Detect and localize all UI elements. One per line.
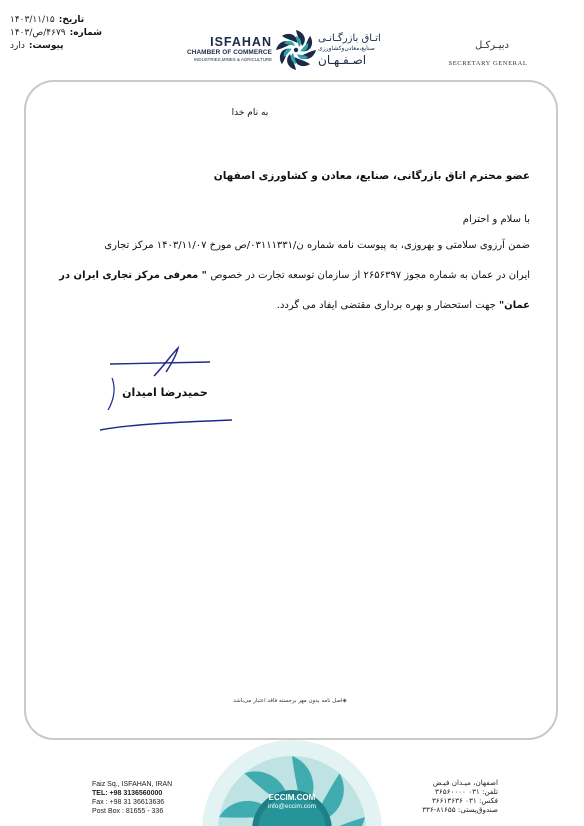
recipient-line: عضو محترم اتاق بازرگانی، صنایع، معادن و کشاورزی اصفهان [213,170,530,182]
body-line-3-subject: عمان" [498,300,530,311]
attachment-row [10,40,120,53]
body-line-3-text: جهت استحضار و بهره برداری مقتضی ایفاد می گردد. [276,300,499,311]
footer-web [250,793,334,811]
signer-name: حمیدرضا امیدان [122,386,208,399]
body-line-3 [60,300,530,311]
footer-fa-box: صندوق‌پستی: ۸۱۶۵۵-۳۳۶ [422,805,498,814]
validity-note: ◈اصل نامه بدون مهر برجسته فاقد اعتبار می‌باشد [233,698,347,704]
attachment-label: پیوست: [28,41,64,51]
number-label: شماره: [69,28,102,38]
footer-fa-address: اصفهان، میـدان فیـض [432,778,498,787]
attachment-value: دارد [10,41,25,51]
body-line-2 [60,270,530,281]
chamber-logo-icon [273,27,319,73]
date-label: تاریخ: [58,15,85,25]
greeting-line: با سلام و احترام [462,214,530,225]
logo-fa-city: اصـفـهـان [318,53,367,67]
logo-en-chamber: CHAMBER OF COMMERCE [187,49,272,56]
footer-website-link[interactable]: ECCIM.COM [268,793,316,802]
footer-en-box: Post Box : 81655 - 336 [92,808,164,815]
logo-en-sectors: INDUSTRIES,MINES & AGRICULTURE [194,57,272,62]
body-line-2-subject: " معرفی مرکز تجاری ایران در [59,270,211,281]
body-line-1: ضمن آرزوی سلامتی و بهروزی، به پیوست نامه شماره ن/۰۳۱۱۱۳۳۱/ص مورخ ۱۴۰۳/۱۱/۰۷ مرکز تجاری [104,240,530,251]
footer-fa-tel: تلفن: ۰۳۱ ۳۶۵۶۰۰۰۰ [435,787,498,796]
bismillah-heading: به نام خدا [231,108,269,118]
footer-email-link[interactable]: info@eccim.com [267,803,317,810]
logo-fa-sectors: صنایع،معادن‌وکشاورزی [318,45,375,52]
date-value: ۱۴۰۳/۱۱/۱۵ [10,15,55,25]
date-row [10,14,120,27]
secretary-general-en: SECRETARY GENERAL [448,60,528,67]
body-line-2-text: ایران در عمان به شماره مجوز ۲۶۵۶۳۹۷ از سازمان توسعه تجارت در خصوص [210,270,530,281]
footer-en-fax: Fax : +98 31 36613636 [92,799,165,806]
footer-contact-fa [380,778,498,814]
footer-en-tel: TEL: +98 3136560000 [92,790,163,797]
number-value: ۴۶۷۹/ص/۱۴۰۳ [10,28,66,38]
secretary-general-fa: دبیـرکـل [475,40,509,51]
footer-en-address: Faiz Sq., ISFAHAN, IRAN [92,781,173,788]
number-row [10,27,120,40]
footer-contact-en [92,780,212,816]
letter-meta [10,14,120,53]
logo-fa-chamber: اتـاق بازرگـانـی [318,33,381,44]
footer-emblem-icon [194,734,390,826]
footer-fa-fax: فکس: ۰۳۱ ۳۶۶۱۳۶۳۶ [431,796,498,805]
logo-en-city: ISFAHAN [210,35,272,49]
logo-persian-text [318,33,410,67]
logo-english-text [186,36,272,63]
